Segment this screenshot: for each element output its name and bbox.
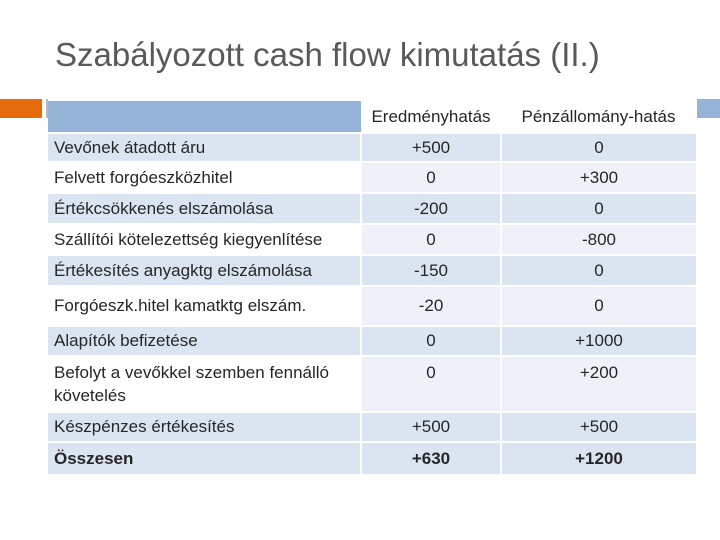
row-penz-value: 0 <box>501 286 696 326</box>
row-label: Vevőnek átadott áru <box>48 133 361 162</box>
row-penz-value: 0 <box>501 193 696 224</box>
row-label: Értékcsökkenés elszámolása <box>48 193 361 224</box>
cash-flow-table <box>48 101 696 474</box>
row-penz-value: +500 <box>501 412 696 442</box>
row-eredmeny-value: 0 <box>361 224 501 255</box>
row-eredmeny-value: +500 <box>361 412 501 442</box>
row-penz-value: +1000 <box>501 326 696 356</box>
table-row <box>48 162 696 193</box>
table-total-row <box>48 442 696 474</box>
row-penz-value: +300 <box>501 162 696 193</box>
accent-bar-orange <box>0 99 42 118</box>
total-eredmeny-value: +630 <box>361 442 501 474</box>
accent-bar-blue <box>697 99 720 118</box>
table-row <box>48 326 696 356</box>
row-eredmeny-value: 0 <box>361 162 501 193</box>
row-label: Értékesítés anyagktg elszámolása <box>48 255 361 286</box>
row-label: Forgóeszk.hitel kamatktg elszám. <box>48 286 361 326</box>
row-eredmeny-value: -150 <box>361 255 501 286</box>
row-eredmeny-value: -200 <box>361 193 501 224</box>
table-row <box>48 255 696 286</box>
row-penz-value: 0 <box>501 255 696 286</box>
row-label: Befolyt a vevőkkel szemben fennálló követelés <box>48 356 361 412</box>
row-penz-value: 0 <box>501 133 696 162</box>
row-label: Szállítói kötelezettség kiegyenlítése <box>48 224 361 255</box>
total-penz-value: +1200 <box>501 442 696 474</box>
row-eredmeny-value: -20 <box>361 286 501 326</box>
header-blank-cell <box>48 101 361 133</box>
row-eredmeny-value: 0 <box>361 326 501 356</box>
table-row <box>48 224 696 255</box>
slide-title: Szabályozott cash flow kimutatás (II.) <box>55 36 600 73</box>
table-row <box>48 286 696 326</box>
table-row <box>48 133 696 162</box>
table-row <box>48 356 696 412</box>
header-penzallomany-hatas: Pénzállomány-hatás <box>501 101 696 133</box>
table-row <box>48 412 696 442</box>
header-eredmenyhatas: Eredményhatás <box>361 101 501 133</box>
row-penz-value: -800 <box>501 224 696 255</box>
table-row <box>48 193 696 224</box>
total-label: Összesen <box>48 442 361 474</box>
row-label: Felvett forgóeszközhitel <box>48 162 361 193</box>
row-penz-value: +200 <box>501 356 696 412</box>
row-label: Készpénzes értékesítés <box>48 412 361 442</box>
table-header-row <box>48 101 696 133</box>
row-label: Alapítók befizetése <box>48 326 361 356</box>
row-eredmeny-value: 0 <box>361 356 501 412</box>
row-eredmeny-value: +500 <box>361 133 501 162</box>
